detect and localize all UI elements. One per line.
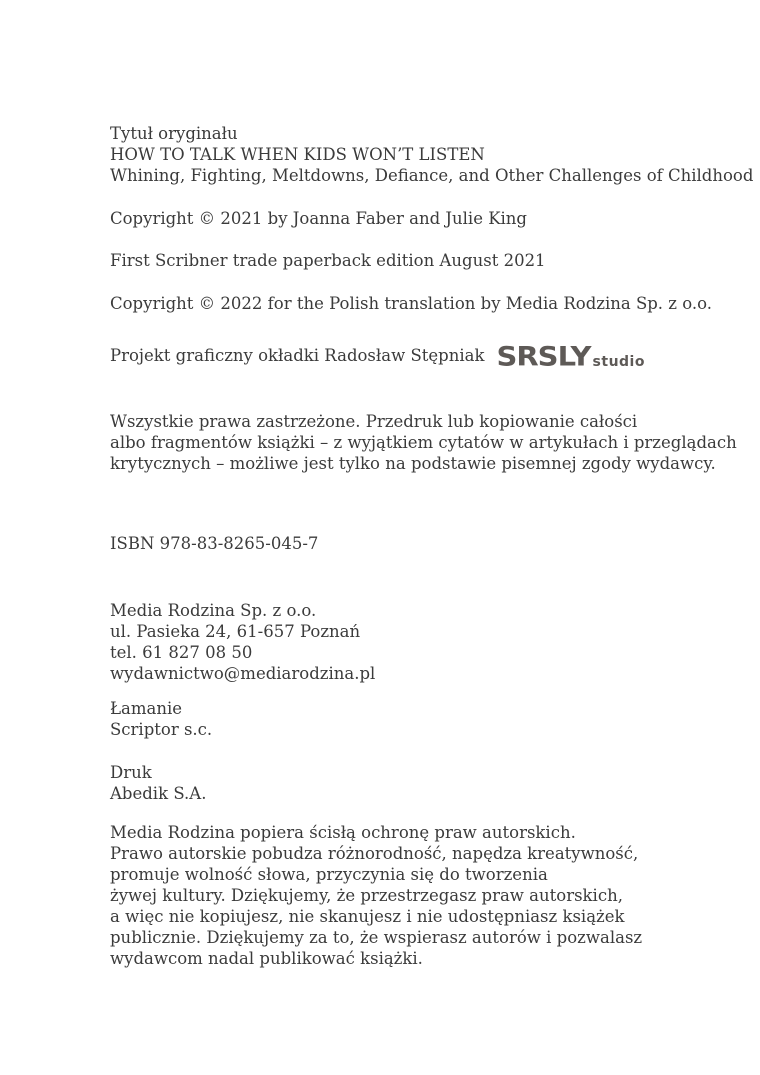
original-title: HOW TO TALK WHEN KIDS WON’T LISTEN [110, 145, 485, 164]
typesetting-label: Łamanie [110, 699, 183, 718]
copyright-original-line: Copyright © 2021 by Joanna Faber and Julie King [110, 209, 527, 228]
original-subtitle: Whining, Fighting, Meltdowns, Defiance, and Other Challenges of Childhood [110, 166, 754, 185]
typesetting-block [110, 698, 212, 740]
cover-design-text: Projekt graficzny okładki Radosław Stępniak [110, 346, 485, 365]
rights-notice-paragraph [110, 411, 737, 474]
rights-notice-line: albo fragmentów książki – z wyjątkiem cytatów w artykułach i przeglądach [110, 433, 737, 452]
copyright-appeal-line: wydawcom nadal publikować książki. [110, 949, 423, 968]
print-block [110, 762, 206, 804]
publisher-phone: tel. 61 827 08 50 [110, 643, 253, 662]
print-value: Abedik S.A. [110, 784, 207, 803]
publisher-contact-block [110, 600, 375, 684]
rights-notice-line: Wszystkie prawa zastrzeżone. Przedruk lub kopiowanie całości [110, 412, 638, 431]
print-label: Druk [110, 763, 152, 782]
copyright-appeal-paragraph [110, 822, 642, 969]
srsly-logo-studio-label: studio [592, 354, 645, 370]
publisher-email: wydawnictwo@mediarodzina.pl [110, 664, 376, 683]
typesetting-value: Scriptor s.c. [110, 720, 213, 739]
copyright-appeal-line: promuje wolność słowa, przyczynia się do tworzenia [110, 865, 548, 884]
copyright-appeal-line: a więc nie kopiujesz, nie skanujesz i nie udostępniasz książek [110, 907, 625, 926]
copyright-translation-line: Copyright © 2022 for the Polish translation by Media Rodzina Sp. z o.o. [110, 294, 713, 313]
publisher-name: Media Rodzina Sp. z o.o. [110, 601, 317, 620]
cover-design-credit [110, 341, 645, 370]
copyright-appeal-line: Prawo autorskie pobudza różnorodność, napędza kreatywność, [110, 844, 639, 863]
edition-note-line: First Scribner trade paperback edition August 2021 [110, 251, 546, 270]
rights-notice-line: krytycznych – możliwe jest tylko na podstawie pisemnej zgody wydawcy. [110, 454, 716, 473]
original-title-label: Tytuł oryginału [110, 124, 238, 143]
copyright-appeal-line: Media Rodzina popiera ścisłą ochronę praw autorskich. [110, 823, 576, 842]
isbn-line: ISBN 978-83-8265-045-7 [110, 534, 319, 553]
srsly-studio-logo [496, 341, 645, 370]
copyright-appeal-line: publicznie. Dziękujemy za to, że wspierasz autorów i pozwalasz [110, 928, 643, 947]
original-title-block [110, 123, 753, 186]
publisher-address: ul. Pasieka 24, 61-657 Poznań [110, 622, 361, 641]
copyright-appeal-line: żywej kultury. Dziękujemy, że przestrzegasz praw autorskich, [110, 886, 623, 905]
srsly-logo-wordmark: SRSLY [496, 340, 591, 372]
